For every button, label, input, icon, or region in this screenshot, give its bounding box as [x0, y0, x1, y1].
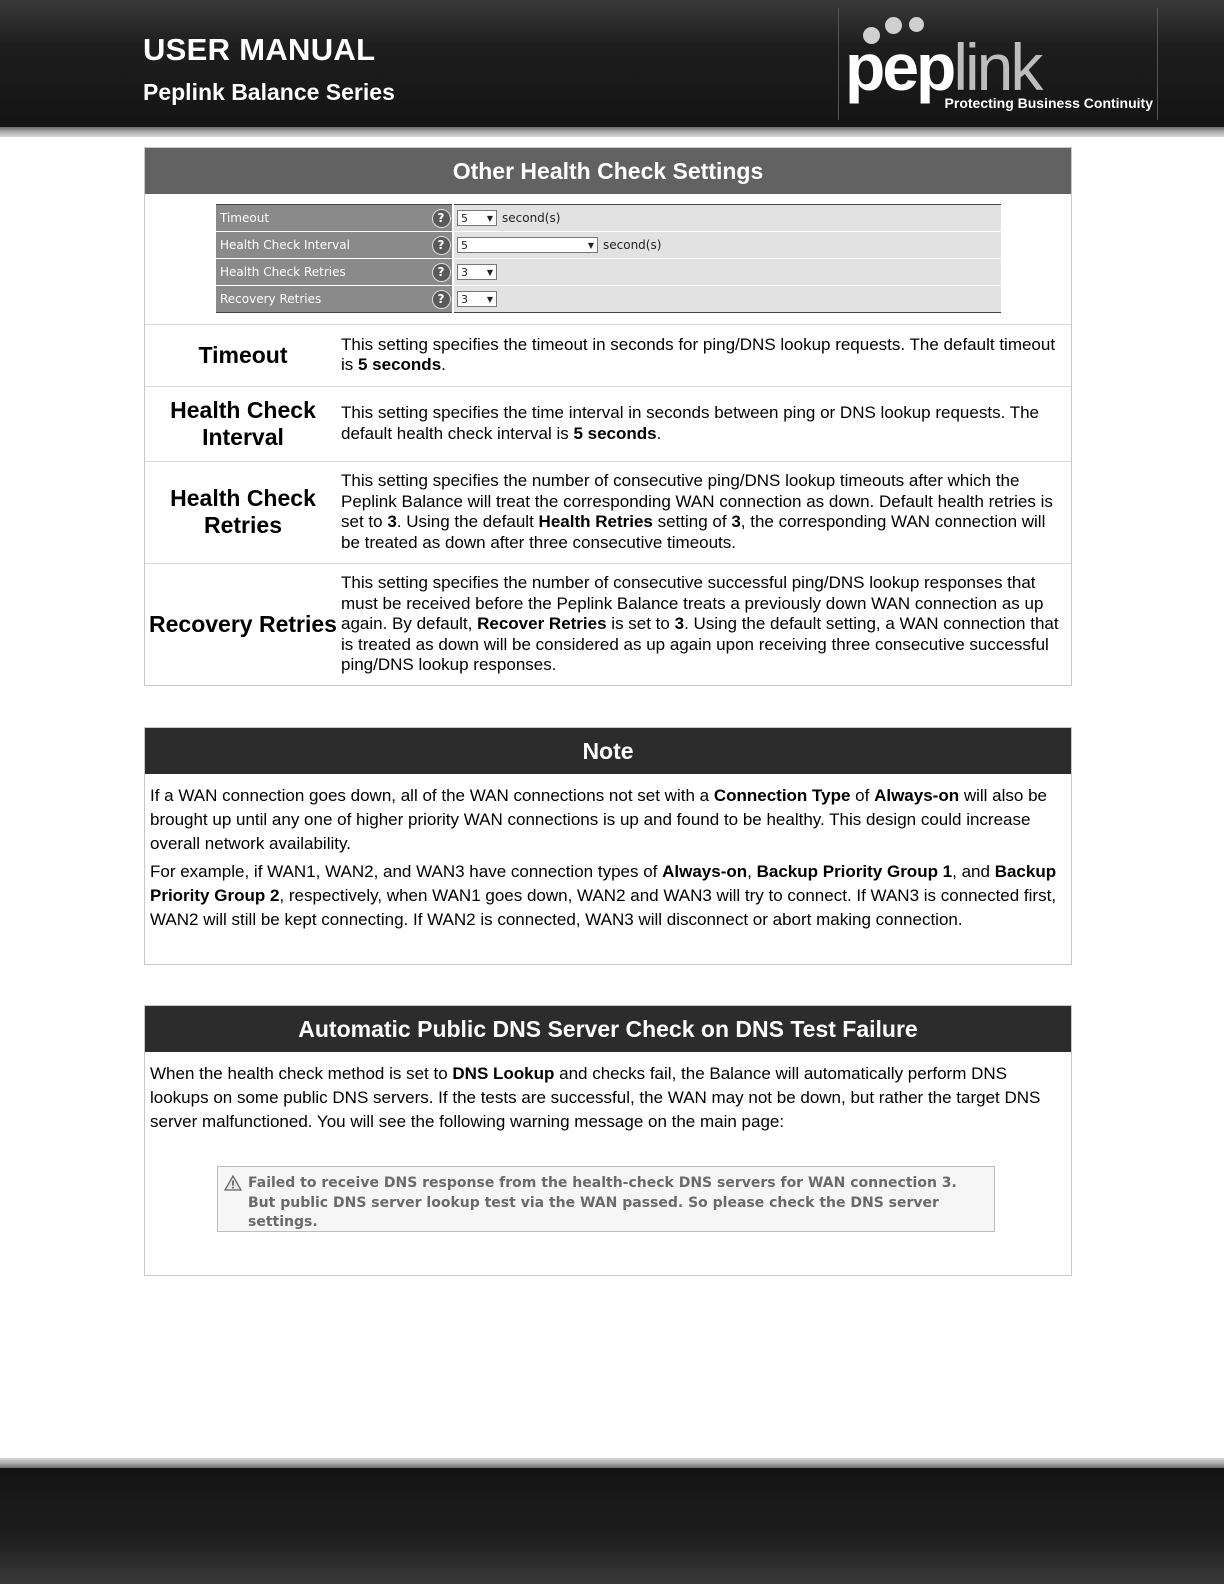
- definition-desc: This setting specifies the timeout in seconds for ping/DNS lookup requests. The default timeout is 5 seconds.: [341, 334, 1056, 375]
- bold-text: Health Retries: [538, 512, 653, 531]
- logo-pep: pep: [845, 30, 954, 104]
- bold-text: Always-on: [874, 786, 960, 805]
- note-body: [145, 774, 1071, 946]
- form-row-interval: [216, 232, 1001, 259]
- help-cell: [430, 286, 453, 313]
- bold-text: 5 seconds: [573, 423, 657, 443]
- footer-divider: [0, 1458, 1224, 1468]
- select-value: 5: [461, 212, 468, 225]
- logo-tagline: Protecting Business Continuity: [944, 95, 1153, 111]
- definition-row: [145, 563, 1071, 685]
- manual-subtitle: Peplink Balance Series: [143, 79, 395, 105]
- definitions-table: [145, 325, 1071, 685]
- bold-text: 5 seconds: [358, 355, 442, 375]
- definition-desc: This setting specifies the number of consecutive successful ping/DNS lookup responses that must be received before the Peplink Balance treats a previously down WAN connection as up again. By default, Recover Retries is set to 3. Using the default setting, a WAN connection that is treated as down will be considered as up again upon receiving three consecutive successful ping/DNS lookup responses.: [341, 563, 1071, 685]
- form-row-timeout: [216, 205, 1001, 232]
- help-cell: [430, 205, 453, 232]
- help-icon[interactable]: ?: [432, 209, 451, 228]
- bold-text: Always-on: [662, 862, 748, 881]
- section-heading: Automatic Public DNS Server Check on DNS Test Failure: [145, 1006, 1071, 1052]
- settings-form: [216, 204, 1001, 313]
- bold-text: 3: [731, 512, 741, 531]
- bold-text: Backup Priority Group 1: [756, 862, 953, 881]
- help-icon[interactable]: ?: [432, 290, 451, 309]
- header-divider: [0, 127, 1224, 137]
- warning-triangle-icon: [224, 1175, 242, 1191]
- form-value: [453, 232, 1001, 259]
- form-value: [453, 259, 1001, 286]
- help-cell: [430, 232, 453, 259]
- definition-term: Health Check Retries: [145, 461, 341, 563]
- form-label: Health Check Retries: [216, 259, 430, 286]
- settings-form-screenshot: [145, 194, 1071, 325]
- select-value: 3: [461, 266, 468, 279]
- chevron-down-icon: ▼: [486, 268, 493, 277]
- warning-message: [217, 1166, 995, 1232]
- page-header: [0, 0, 1224, 127]
- dns-check-section: [144, 1005, 1072, 1276]
- definition-desc: This setting specifies the number of consecutive ping/DNS lookup timeouts after which the Peplink Balance will treat the corresponding WAN connection as down. Default health retries is set to 3. Using the default Health Retries setting of 3, the corresponding WAN connection will be treated as down after three consecutive timeouts.: [341, 461, 1071, 563]
- form-value: [453, 286, 1001, 313]
- health-check-section: [144, 147, 1072, 686]
- warning-text: Failed to receive DNS response from the health-check DNS servers for WAN connection 3. But public DNS server lookup test via the WAN passed. So please check the DNS server settings.: [248, 1175, 957, 1230]
- definition-row: [145, 325, 1071, 386]
- retries-select[interactable]: [457, 264, 497, 280]
- manual-title: USER MANUAL: [143, 32, 376, 67]
- dns-check-body: [145, 1052, 1071, 1148]
- chevron-down-icon: ▼: [486, 295, 493, 304]
- definition-term: Recovery Retries: [145, 563, 341, 685]
- dns-check-paragraph: When the health check method is set to DNS Lookup and checks fail, the Balance will automatically perform DNS lookups on some public DNS servers. If the tests are successful, the WAN may not be down, but rather the target DNS server malfunctioned. You will see the following warning message on the main page:: [150, 1064, 1041, 1131]
- bold-text: DNS Lookup: [452, 1064, 555, 1083]
- timeout-select[interactable]: [457, 210, 497, 226]
- bold-text: 3: [674, 614, 685, 633]
- recovery-select[interactable]: [457, 291, 497, 307]
- form-label: Timeout: [216, 205, 430, 232]
- note-section: [144, 727, 1072, 965]
- bold-text: Connection Type: [713, 786, 851, 805]
- logo-link: link: [953, 30, 1041, 104]
- definition-term: Timeout: [198, 341, 288, 368]
- bold-text: Backup Priority Group 2: [150, 862, 1057, 905]
- definition-row: [145, 461, 1071, 563]
- interval-select[interactable]: [457, 237, 598, 253]
- definition-term: Health Check Interval: [145, 386, 341, 461]
- chevron-down-icon: ▼: [587, 241, 594, 250]
- help-icon[interactable]: ?: [432, 236, 451, 255]
- form-row-recovery: [216, 286, 1001, 313]
- help-cell: [430, 259, 453, 286]
- form-row-retries: [216, 259, 1001, 286]
- unit-label: second(s): [603, 238, 662, 252]
- help-icon[interactable]: ?: [432, 263, 451, 282]
- unit-label: second(s): [502, 211, 561, 225]
- form-value: [453, 205, 1001, 232]
- select-value: 5: [461, 239, 468, 252]
- page-footer: [0, 1468, 1224, 1584]
- note-paragraph: If a WAN connection goes down, all of the WAN connections not set with a Connection Type of Always-on will also be brought up until any one of higher priority WAN connections is up and found to be healthy. This design could increase overall network availability.: [150, 786, 1047, 853]
- note-paragraph: For example, if WAN1, WAN2, and WAN3 have connection types of Always-on, Backup Priority Group 1, and Backup Priority Group 2, respectively, when WAN1 goes down, WAN2 and WAN3 will try to connect. If WAN3 is connected first, WAN2 will still be kept connecting. If WAN2 is connected, WAN3 will disconnect or abort making connection.: [150, 862, 1057, 929]
- bold-text: Recover Retries: [477, 614, 607, 633]
- section-heading: Note: [145, 728, 1071, 774]
- form-label: Recovery Retries: [216, 286, 430, 313]
- form-label: Health Check Interval: [216, 232, 430, 259]
- select-value: 3: [461, 293, 468, 306]
- peplink-logo: [838, 8, 1158, 120]
- definition-desc: This setting specifies the time interval in seconds between ping or DNS lookup requests. The default health check interval is 5 seconds.: [341, 386, 1071, 461]
- definition-row: [145, 386, 1071, 461]
- section-heading: Other Health Check Settings: [145, 148, 1071, 194]
- chevron-down-icon: ▼: [486, 214, 493, 223]
- bold-text: 3: [387, 512, 397, 531]
- logo-wordmark: [845, 30, 1041, 104]
